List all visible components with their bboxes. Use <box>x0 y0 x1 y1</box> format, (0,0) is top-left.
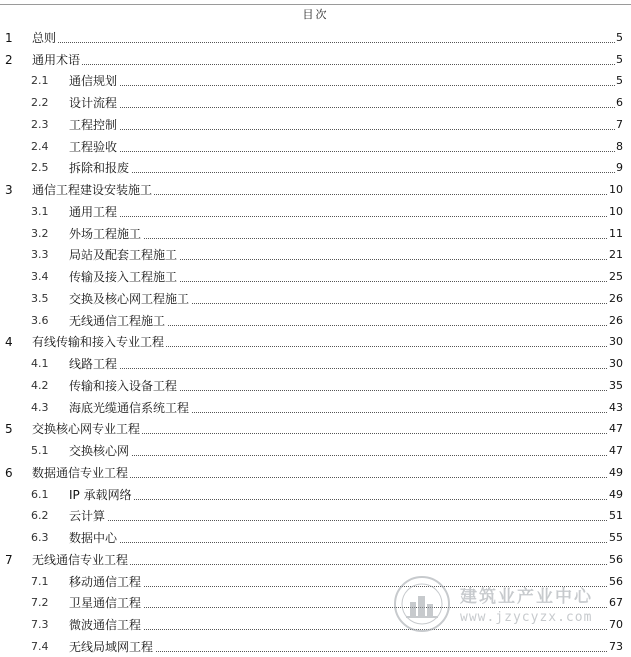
toc-entry-label: 无线通信工程施工 <box>69 313 166 328</box>
toc-title: 目次 <box>302 8 329 21</box>
dot-leader <box>32 64 621 65</box>
toc-entry-label: IP 承载网络 <box>69 487 132 502</box>
toc-entry-number: 3.1 <box>31 204 49 218</box>
toc-entry-page: 26 <box>609 291 623 305</box>
toc-entry-page: 49 <box>609 487 623 501</box>
toc-entry-label: 交换核心网专业工程 <box>32 422 141 437</box>
toc-chapter-row[interactable] <box>0 548 631 570</box>
dot-leader <box>69 129 621 130</box>
toc-entry-number: 2.3 <box>31 117 49 131</box>
toc-entry-page: 30 <box>609 335 623 349</box>
toc-entry-number: 3.6 <box>31 313 49 327</box>
toc-entry-label: 设计流程 <box>69 96 118 110</box>
toc-entry-label: 外场工程施工 <box>69 226 142 241</box>
toc-section-row[interactable] <box>0 309 631 331</box>
toc-entry-page: 35 <box>609 378 623 392</box>
toc-entry-number: 1 <box>5 30 13 45</box>
toc-entry-label: 交换核心网 <box>69 444 130 458</box>
toc-entry-label: 拆除和报废 <box>69 161 130 176</box>
toc-section-row[interactable] <box>0 396 631 418</box>
dot-leader <box>69 368 621 369</box>
toc-section-row[interactable] <box>0 570 631 592</box>
toc-section-row[interactable] <box>0 483 631 505</box>
toc-section-row[interactable] <box>0 439 631 461</box>
toc-entry-number: 2.4 <box>31 139 49 153</box>
toc-entry-label: 云计算 <box>69 509 106 524</box>
toc-entry-page: 51 <box>609 509 623 523</box>
toc-entry-page: 70 <box>609 618 623 631</box>
table-of-contents <box>0 26 631 657</box>
toc-entry-page: 5 <box>616 30 623 44</box>
toc-entry-number: 2 <box>5 52 13 67</box>
toc-entry-page: 56 <box>609 552 623 566</box>
toc-entry-page: 10 <box>609 183 623 196</box>
toc-section-row[interactable] <box>0 70 631 92</box>
toc-section-row[interactable] <box>0 287 631 309</box>
toc-section-row[interactable] <box>0 352 631 374</box>
toc-section-row[interactable] <box>0 135 631 157</box>
dot-leader <box>69 238 621 239</box>
toc-chapter-row[interactable] <box>0 331 631 353</box>
dot-leader <box>69 629 621 630</box>
toc-entry-page: 7 <box>616 117 623 131</box>
toc-section-row[interactable] <box>0 526 631 548</box>
toc-entry-page: 5 <box>616 74 623 88</box>
toc-section-row[interactable] <box>0 157 631 179</box>
toc-chapter-row[interactable] <box>0 26 631 48</box>
toc-entry-label: 无线局域网工程 <box>69 639 154 654</box>
toc-entry-number: 4.3 <box>31 400 49 414</box>
toc-entry-page: 6 <box>616 96 623 109</box>
toc-entry-number: 3 <box>5 183 13 197</box>
toc-entry-page: 73 <box>609 639 623 653</box>
dot-leader <box>69 455 621 456</box>
toc-entry-number: 7.2 <box>31 596 49 610</box>
toc-entry-page: 47 <box>609 422 623 436</box>
toc-section-row[interactable] <box>0 222 631 244</box>
toc-section-row[interactable] <box>0 244 631 266</box>
toc-chapter-row[interactable] <box>0 418 631 440</box>
toc-section-row[interactable] <box>0 592 631 614</box>
dot-leader <box>69 542 621 543</box>
toc-section-row[interactable] <box>0 113 631 135</box>
toc-entry-number: 6.2 <box>31 509 49 523</box>
toc-entry-label: 移动通信工程 <box>69 574 142 589</box>
toc-chapter-row[interactable] <box>0 48 631 70</box>
toc-entry-label: 传输和接入设备工程 <box>69 378 178 393</box>
toc-entry-number: 4.1 <box>31 357 49 370</box>
dot-leader <box>69 607 621 608</box>
toc-entry-page: 55 <box>609 531 623 544</box>
dot-leader <box>69 151 621 152</box>
toc-entry-number: 5 <box>5 422 13 437</box>
toc-entry-label: 传输及接入工程施工 <box>69 270 178 284</box>
toc-entry-label: 交换及核心网工程施工 <box>69 291 190 306</box>
toc-entry-number: 7.4 <box>31 639 49 653</box>
watermark-name: 建筑业产业中心 <box>460 587 593 607</box>
toc-section-row[interactable] <box>0 91 631 113</box>
toc-entry-label: 数据通信专业工程 <box>32 465 129 480</box>
toc-entry-page: 25 <box>609 270 623 283</box>
toc-section-row[interactable] <box>0 200 631 222</box>
toc-entry-label: 线路工程 <box>69 357 118 371</box>
dot-leader <box>69 85 621 86</box>
toc-section-row[interactable] <box>0 374 631 396</box>
toc-entry-number: 6 <box>5 465 13 480</box>
dot-leader <box>69 520 621 521</box>
toc-entry-page: 47 <box>609 444 623 457</box>
toc-entry-number: 4.2 <box>31 378 49 392</box>
toc-entry-label: 微波通信工程 <box>69 618 142 632</box>
top-divider <box>0 4 631 5</box>
toc-chapter-row[interactable] <box>0 461 631 483</box>
toc-entry-page: 49 <box>609 465 623 479</box>
toc-entry-number: 7.3 <box>31 618 49 631</box>
toc-entry-label: 通信规划 <box>69 74 118 89</box>
toc-entry-number: 5.1 <box>31 444 49 457</box>
toc-entry-page: 8 <box>616 139 623 153</box>
toc-entry-page: 30 <box>609 357 623 370</box>
toc-entry-number: 6.3 <box>31 531 49 544</box>
toc-entry-label: 数据中心 <box>69 531 118 545</box>
toc-section-row[interactable] <box>0 265 631 287</box>
toc-entry-page: 10 <box>609 204 623 218</box>
toc-entry-label: 有线传输和接入专业工程 <box>32 335 165 350</box>
toc-entry-label: 工程验收 <box>69 139 118 154</box>
toc-entry-number: 7.1 <box>31 574 49 588</box>
toc-entry-number: 2.2 <box>31 96 49 109</box>
dot-leader <box>69 216 621 217</box>
toc-entry-number: 2.1 <box>31 74 49 88</box>
toc-entry-page: 5 <box>616 52 623 66</box>
toc-entry-label: 无线通信专业工程 <box>32 552 129 567</box>
toc-entry-label: 通用术语 <box>32 52 81 67</box>
toc-entry-page: 67 <box>609 596 623 610</box>
toc-section-row[interactable] <box>0 635 631 657</box>
toc-chapter-row[interactable] <box>0 178 631 200</box>
toc-entry-page: 43 <box>609 400 623 414</box>
toc-entry-number: 4 <box>5 335 13 350</box>
toc-entry-page: 9 <box>616 161 623 175</box>
toc-entry-label: 通用工程 <box>69 204 118 219</box>
toc-entry-number: 6.1 <box>31 487 49 501</box>
toc-section-row[interactable] <box>0 613 631 635</box>
toc-entry-label: 海底光缆通信系统工程 <box>69 400 190 415</box>
toc-entry-number: 3.3 <box>31 248 49 262</box>
dot-leader <box>69 107 621 108</box>
toc-entry-label: 局站及配套工程施工 <box>69 248 178 263</box>
toc-entry-page: 56 <box>609 574 623 588</box>
toc-entry-number: 7 <box>5 552 13 567</box>
toc-entry-label: 卫星通信工程 <box>69 596 142 611</box>
toc-entry-number: 3.2 <box>31 226 49 240</box>
dot-leader <box>69 586 621 587</box>
toc-entry-page: 11 <box>609 226 623 240</box>
toc-entry-label: 工程控制 <box>69 117 118 132</box>
toc-entry-page: 26 <box>609 313 623 327</box>
toc-entry-number: 3.4 <box>31 270 49 283</box>
toc-entry-number: 3.5 <box>31 291 49 305</box>
dot-leader <box>69 172 621 173</box>
toc-entry-page: 21 <box>609 248 623 262</box>
toc-entry-label: 总则 <box>32 30 57 45</box>
toc-entry-label: 通信工程建设安装施工 <box>32 183 153 197</box>
watermark-url: www.jzycyzx.com <box>460 610 593 625</box>
toc-entry-number: 2.5 <box>31 161 49 175</box>
toc-section-row[interactable] <box>0 505 631 527</box>
dot-leader <box>32 42 621 43</box>
dot-leader <box>69 499 621 500</box>
